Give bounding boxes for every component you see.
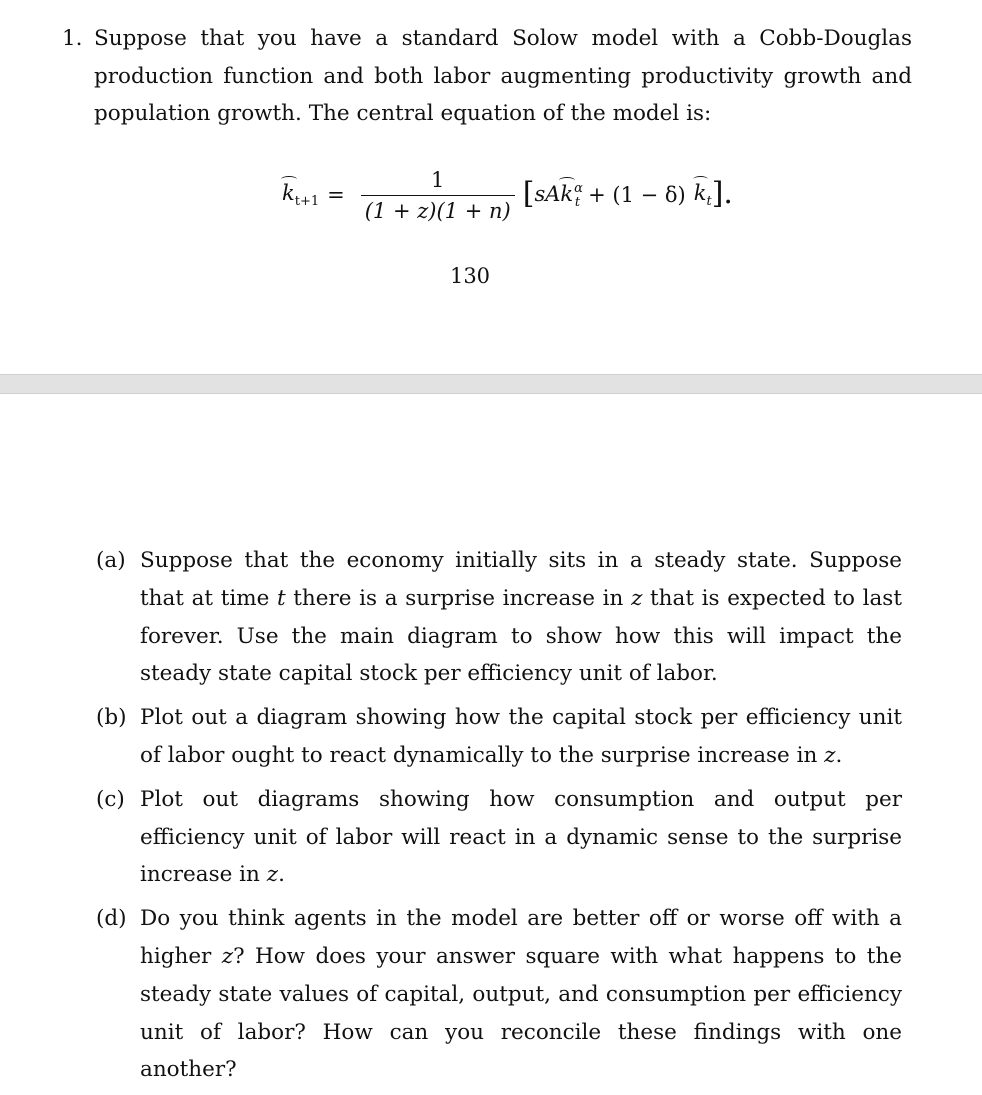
fraction-numerator: 1	[431, 167, 445, 192]
equation-lhs: $k_{t+1}$	[282, 181, 320, 209]
problem-text: Suppose that you have a standard Solow model with a Cobb-Douglas production function and both labor augmenting productivity growth and population growth. The central equation of the model is:	[94, 26, 912, 126]
page-number: 130	[449, 264, 491, 288]
part-label: (a)	[96, 548, 126, 573]
part-text: Plot out a diagram showing how the capital stock per efficiency unit of labor ought to react dynamically to the surprise increase in z.	[140, 705, 902, 768]
equation-fraction	[361, 168, 515, 223]
part-label: (c)	[96, 786, 125, 812]
close-bracket: ].	[711, 176, 733, 211]
equation-term-2: + (1 − δ)	[588, 183, 686, 207]
part-b	[96, 699, 902, 775]
part-c	[96, 781, 902, 894]
part-text: Suppose that the economy initially sits in a steady state. Suppose that at time t there is a surprise increase in z that is expected to last forever. Use the main diagram to show how this will impact the steady state capital stock per efficiency unit of labor.	[140, 548, 902, 687]
part-a	[96, 542, 902, 693]
part-label: (d)	[96, 906, 127, 932]
part-text: Do you think agents in the model are better off or worse off with a higher z? How does your answer square with what happens to the steady state values of capital, output, and consumption per efficiency unit of labor? How can you reconcile these findings with one another?	[140, 906, 902, 1083]
open-bracket: [	[522, 176, 535, 211]
part-text: Plot out diagrams showing how consumption and output per efficiency unit of labor will react in a dynamic sense to the surprise increase in z.	[140, 786, 902, 888]
part-label: (b)	[96, 705, 127, 731]
top-page	[0, 0, 982, 374]
equation-equals: =	[327, 183, 345, 207]
part-d	[96, 900, 902, 1089]
problem-1	[62, 20, 912, 133]
page-separator	[0, 374, 982, 394]
central-equation	[282, 160, 733, 230]
question-parts	[96, 542, 902, 1095]
problem-number: 1.	[62, 26, 83, 51]
fraction-denominator: (1 + z)(1 + n)	[361, 195, 515, 223]
equation-term-1: sAk$^\alpha_t$	[534, 180, 583, 210]
equation-term-2-k: $k_t$	[693, 181, 712, 209]
